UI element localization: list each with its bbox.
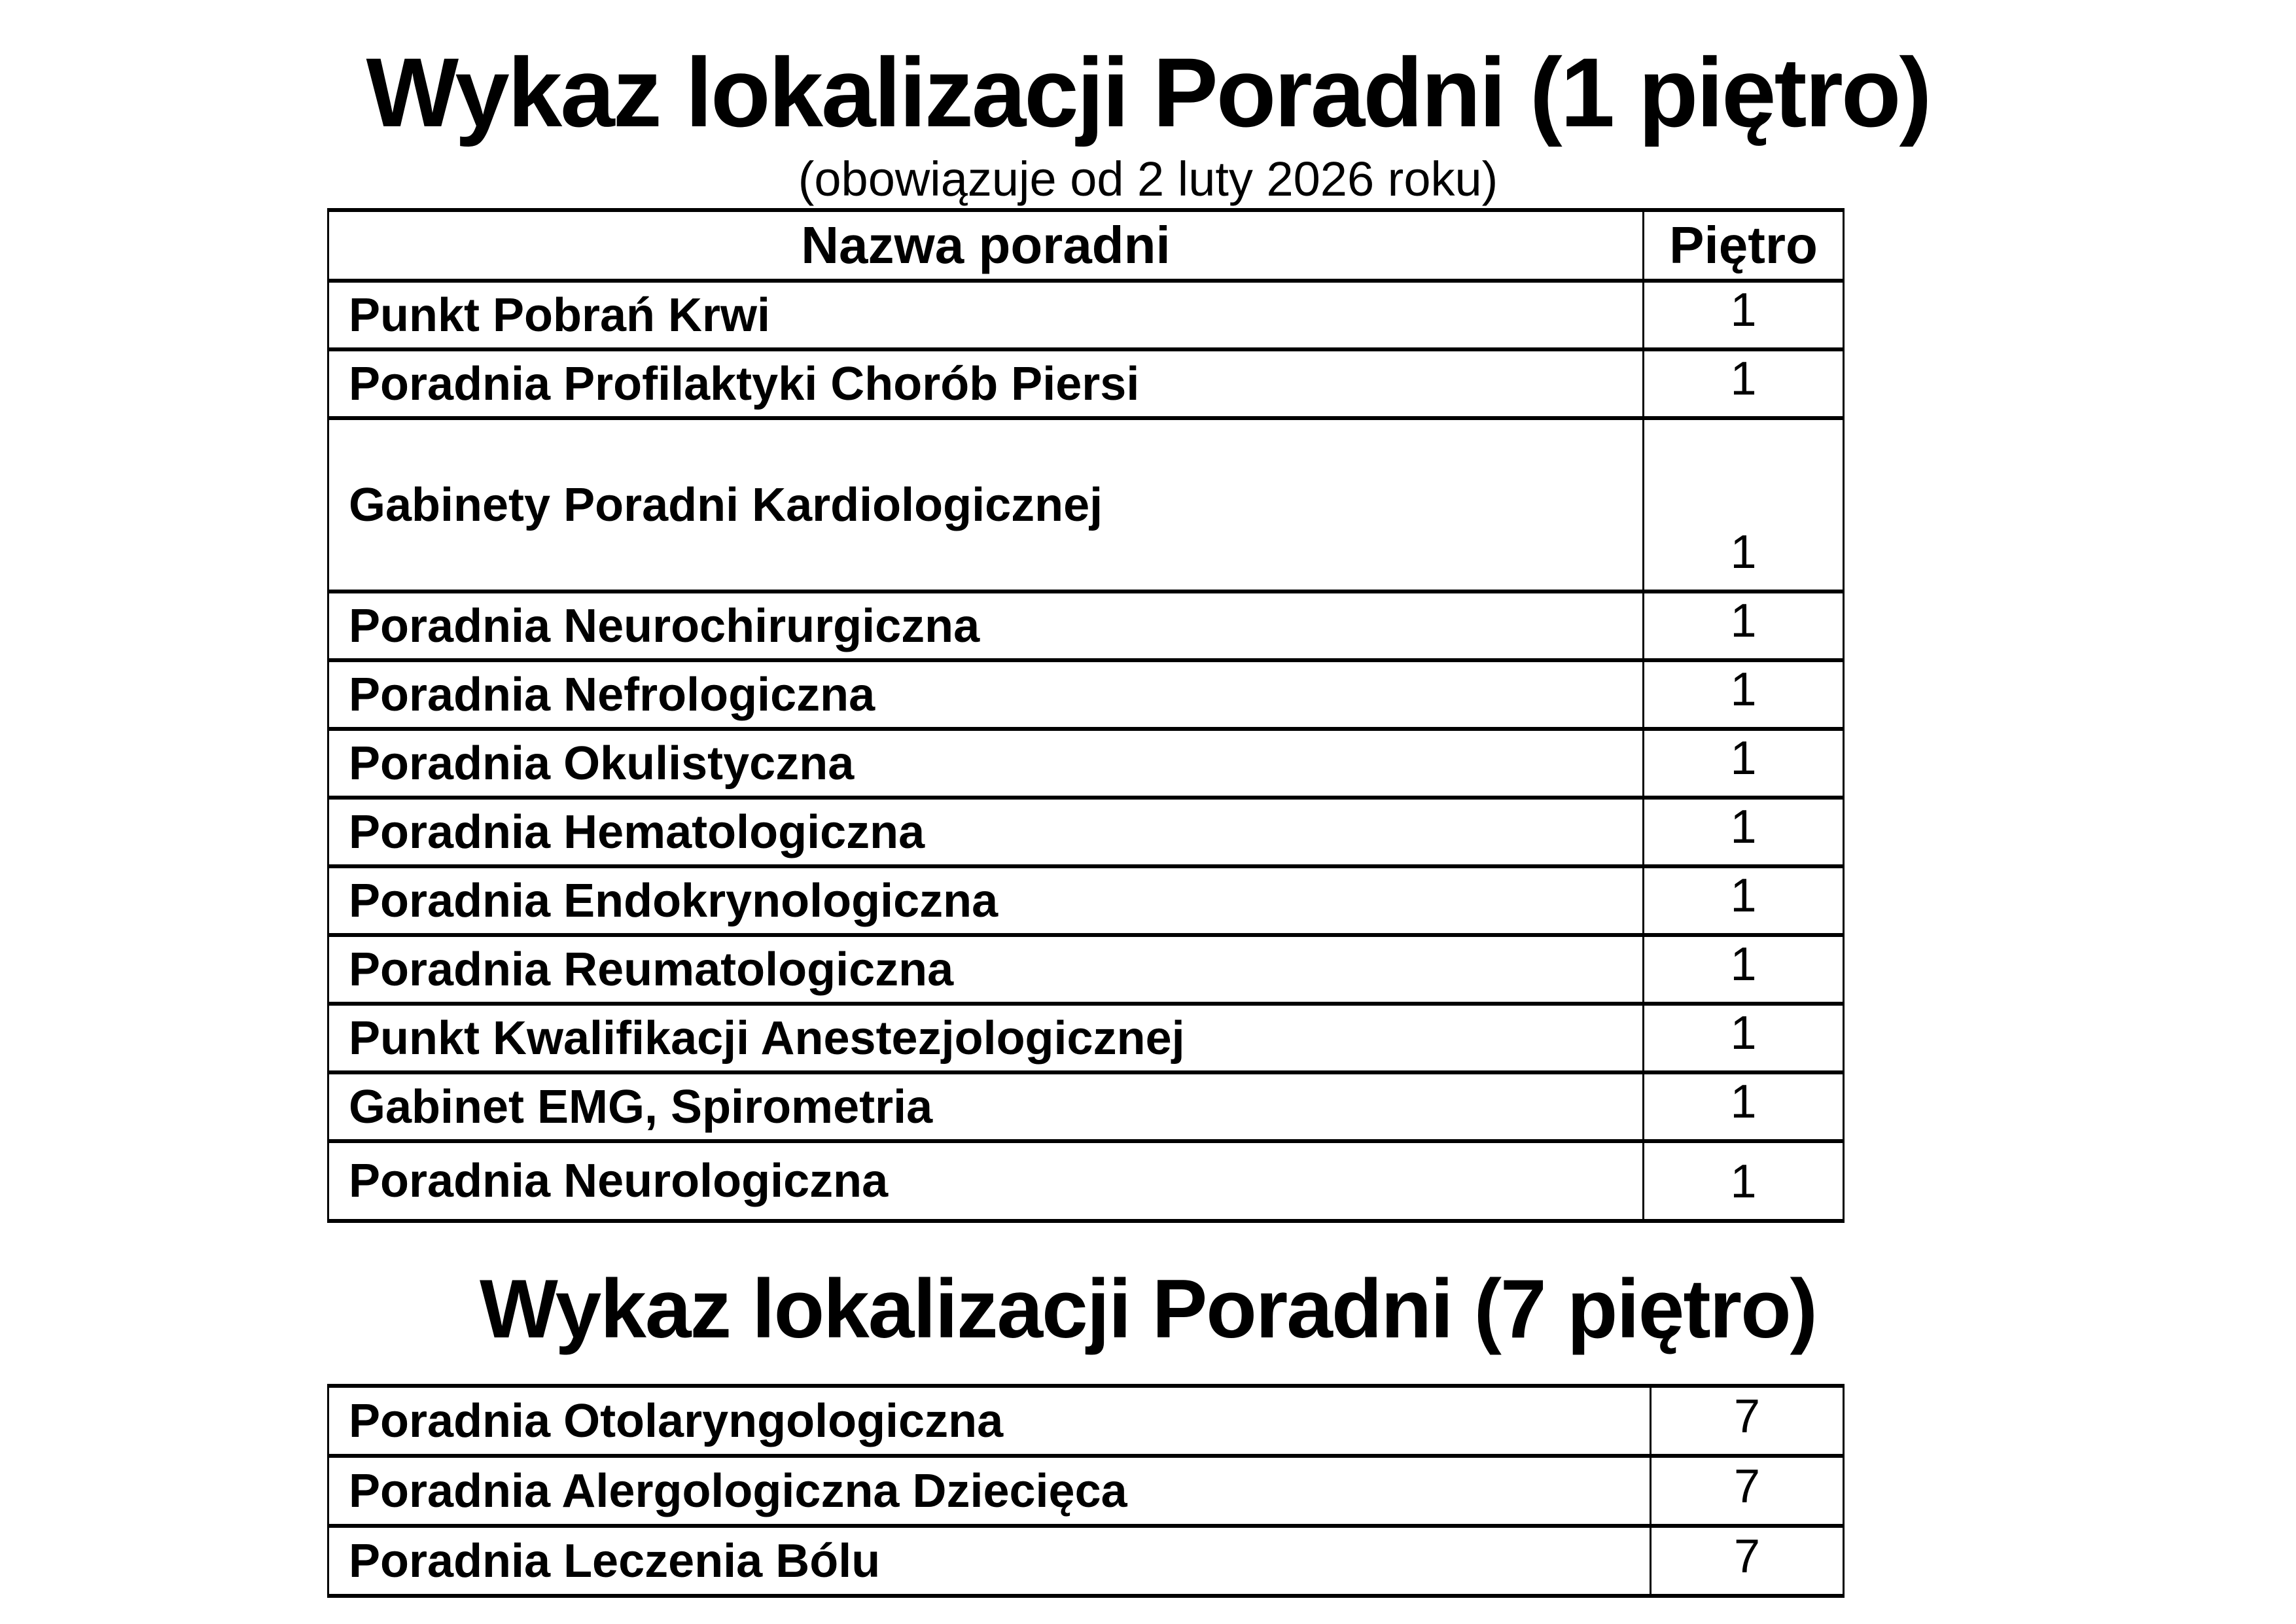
table-row bbox=[328, 660, 1844, 729]
clinic-name: Poradnia Reumatologiczna bbox=[328, 935, 1644, 1004]
table-row bbox=[328, 798, 1844, 866]
clinic-name: Poradnia Nefrologiczna bbox=[328, 660, 1644, 729]
clinic-name: Punkt Kwalifikacji Anestezjologicznej bbox=[328, 1004, 1644, 1072]
page-title-floor7: Wykaz lokalizacji Poradni (7 piętro) bbox=[480, 1262, 1816, 1356]
table-row bbox=[328, 1141, 1844, 1221]
table-header-row bbox=[328, 210, 1844, 281]
table-row bbox=[328, 866, 1844, 935]
floor-number: 1 bbox=[1644, 1004, 1844, 1072]
floor-number: 1 bbox=[1644, 349, 1844, 418]
column-header-name: Nazwa poradni bbox=[328, 210, 1644, 281]
floor-number: 1 bbox=[1644, 1141, 1844, 1221]
table-row bbox=[328, 1386, 1844, 1456]
clinic-name: Gabinet EMG, Spirometria bbox=[328, 1072, 1644, 1141]
floor-number: 7 bbox=[1651, 1526, 1844, 1596]
floor-number: 7 bbox=[1651, 1386, 1844, 1456]
table-row bbox=[328, 729, 1844, 798]
page-subtitle-effective-date: (obowiązuje od 2 luty 2026 roku) bbox=[798, 151, 1498, 206]
table-row bbox=[328, 591, 1844, 660]
table-row bbox=[328, 1526, 1844, 1596]
clinic-name: Poradnia Leczenia Bólu bbox=[328, 1526, 1651, 1596]
floor-number: 1 bbox=[1644, 866, 1844, 935]
table-row bbox=[328, 1004, 1844, 1072]
clinic-name: Poradnia Profilaktyki Chorób Piersi bbox=[328, 349, 1644, 418]
table-row bbox=[328, 1072, 1844, 1141]
table-row bbox=[328, 281, 1844, 349]
page-title-floor1: Wykaz lokalizacji Poradni (1 piętro) bbox=[366, 37, 1930, 147]
clinic-name: Poradnia Endokrynologiczna bbox=[328, 866, 1644, 935]
table-row bbox=[328, 349, 1844, 418]
clinic-name: Punkt Pobrań Krwi bbox=[328, 281, 1644, 349]
clinic-name: Poradnia Otolaryngologiczna bbox=[328, 1386, 1651, 1456]
table-row bbox=[328, 1456, 1844, 1526]
floor-number: 1 bbox=[1644, 729, 1844, 798]
clinic-name: Poradnia Neurologiczna bbox=[328, 1141, 1644, 1221]
floor-number: 1 bbox=[1644, 281, 1844, 349]
clinic-name: Poradnia Hematologiczna bbox=[328, 798, 1644, 866]
table-row bbox=[328, 418, 1844, 591]
floor-number: 1 bbox=[1644, 1072, 1844, 1141]
clinic-name: Gabinety Poradni Kardiologicznej bbox=[328, 418, 1644, 591]
table-row bbox=[328, 935, 1844, 1004]
clinics-table-floor7 bbox=[327, 1384, 1845, 1598]
floor-number: 1 bbox=[1644, 660, 1844, 729]
clinic-name: Poradnia Neurochirurgiczna bbox=[328, 591, 1644, 660]
floor-number: 1 bbox=[1644, 935, 1844, 1004]
floor-number: 1 bbox=[1644, 591, 1844, 660]
clinics-table-floor1 bbox=[327, 208, 1845, 1223]
floor-number: 1 bbox=[1644, 798, 1844, 866]
column-header-floor: Piętro bbox=[1644, 210, 1844, 281]
floor-number: 7 bbox=[1651, 1456, 1844, 1526]
clinic-name: Poradnia Okulistyczna bbox=[328, 729, 1644, 798]
floor-number: 1 bbox=[1644, 418, 1844, 591]
clinic-name: Poradnia Alergologiczna Dziecięca bbox=[328, 1456, 1651, 1526]
